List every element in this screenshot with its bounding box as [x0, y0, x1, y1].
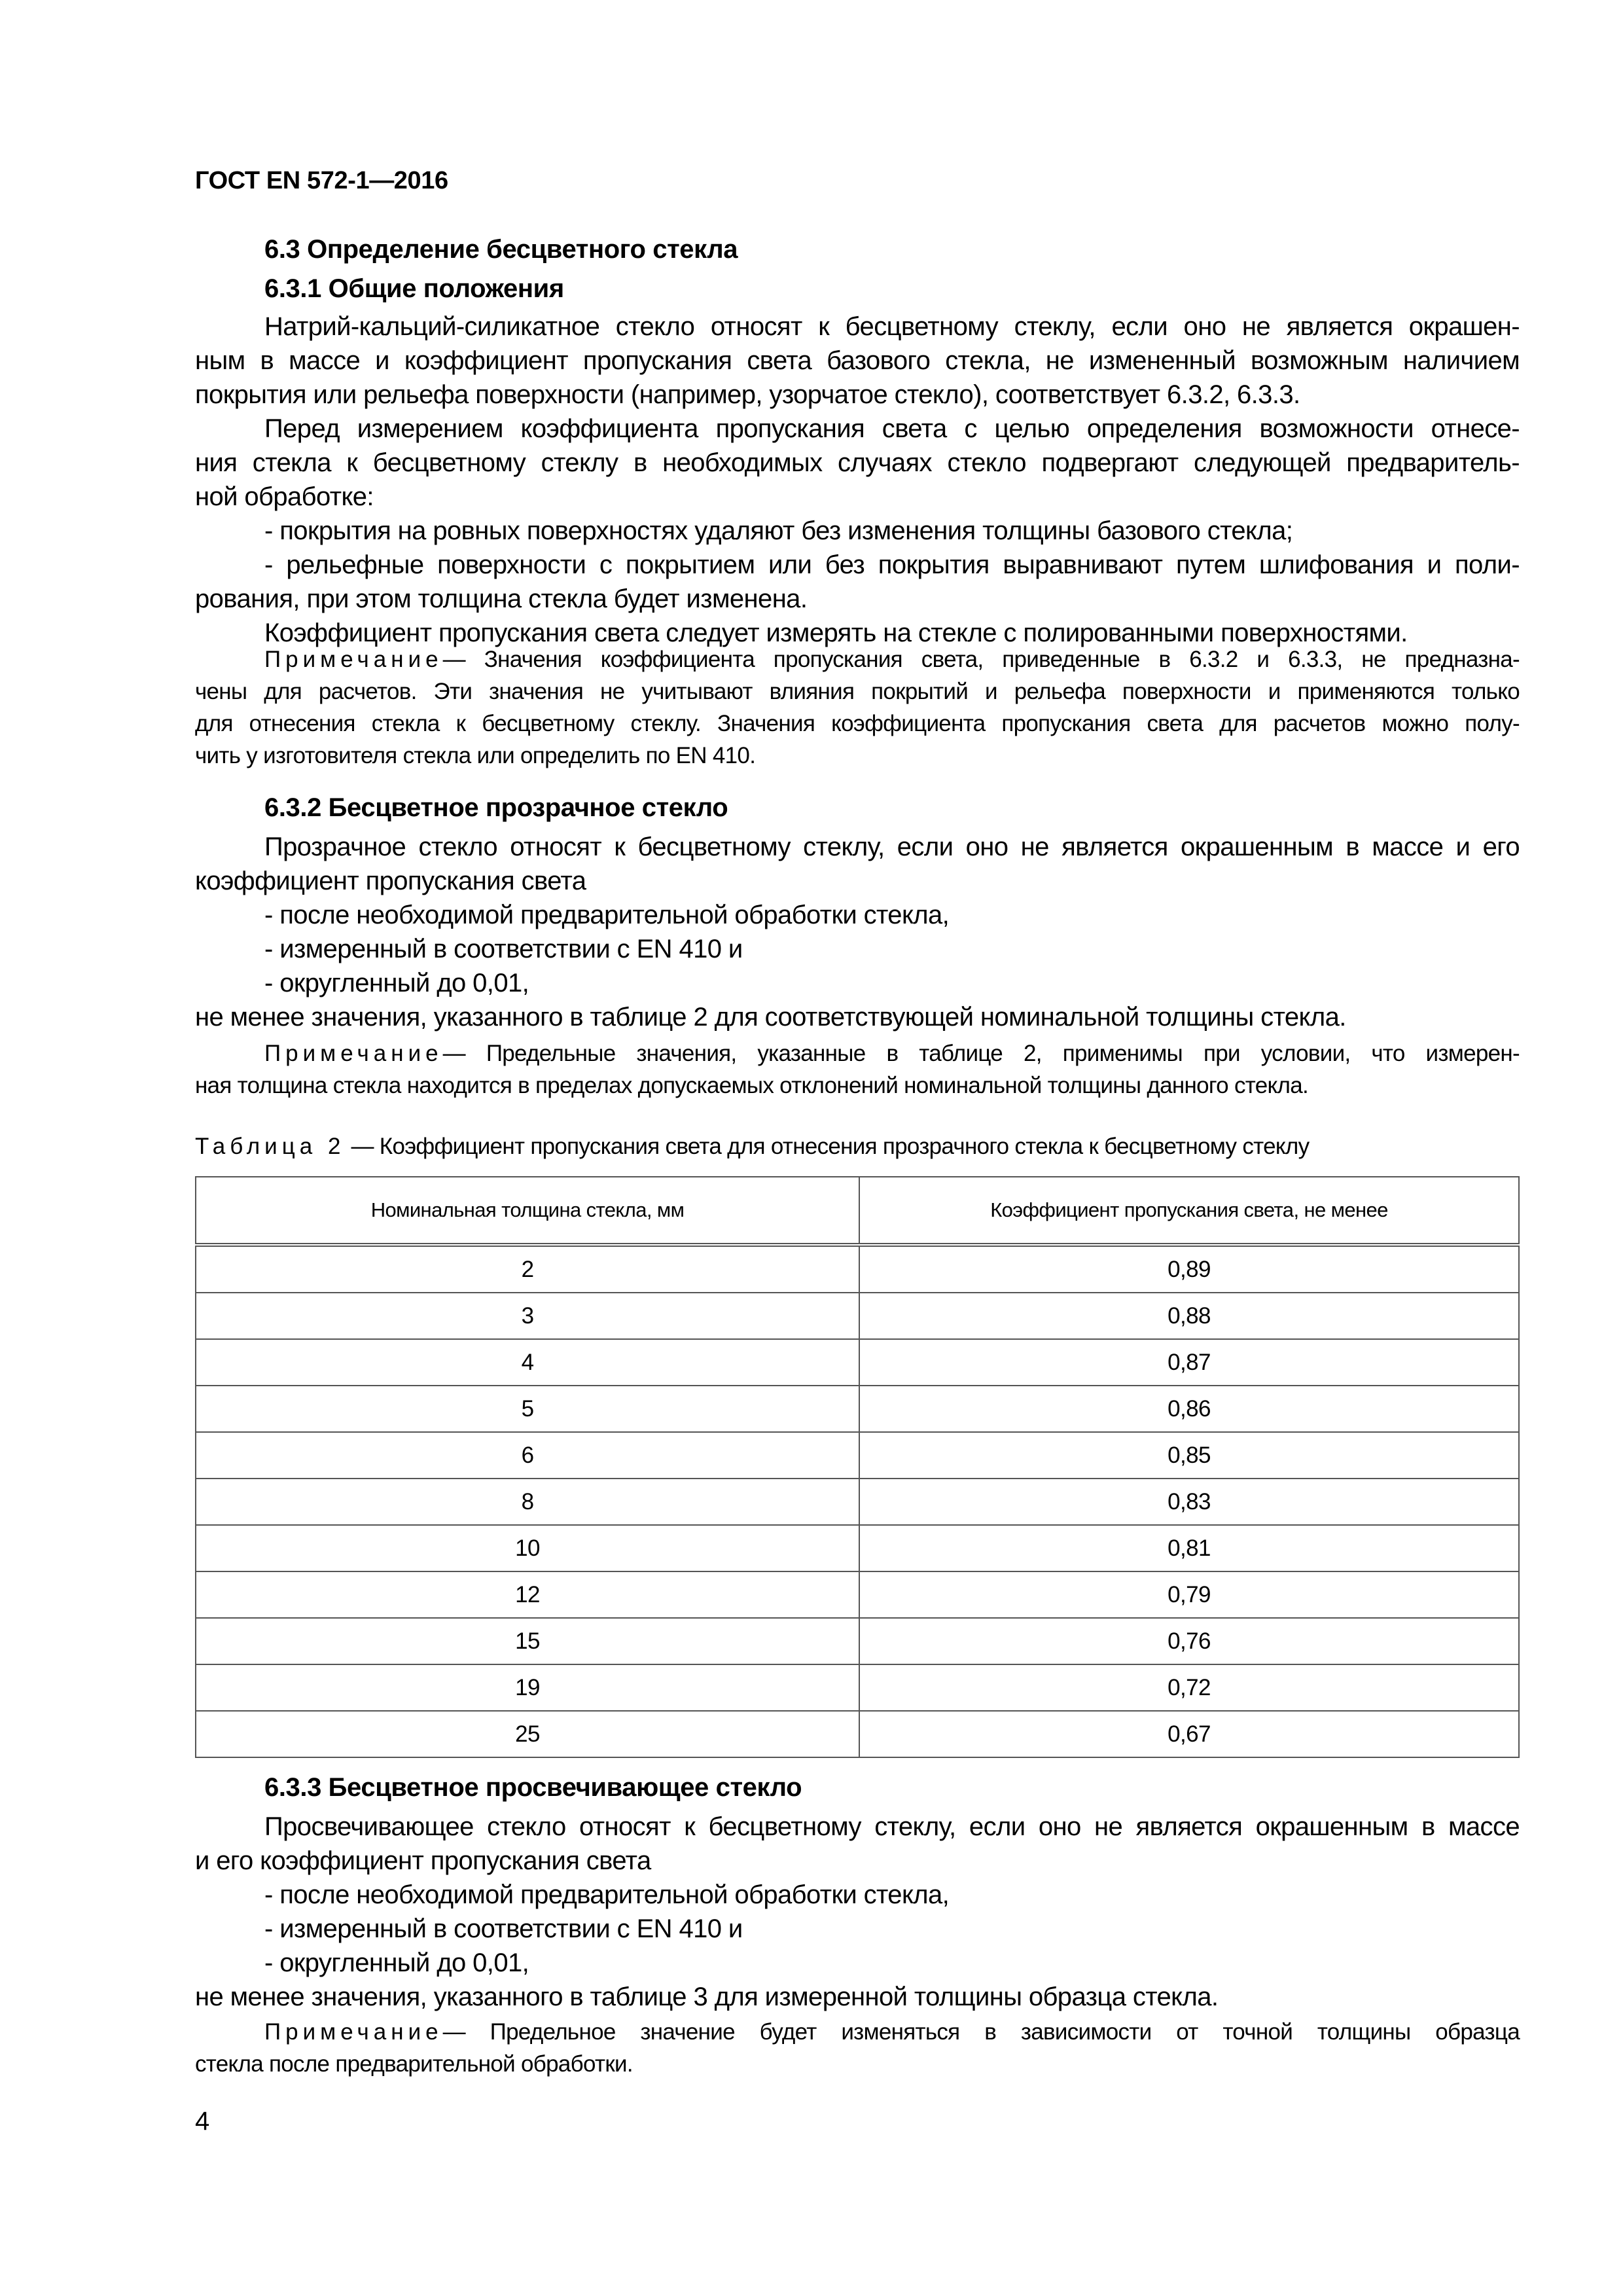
- note-text: — Предельное значение будет изменяться в зависимости от точной толщины образца: [442, 2019, 1520, 2045]
- table-row: [196, 1618, 1519, 1664]
- table-caption-label: Таблица 2: [195, 1134, 346, 1159]
- note-2: [195, 1037, 1520, 1102]
- table-row: [196, 1432, 1519, 1479]
- thickness-cell: 3: [196, 1293, 859, 1339]
- note-text: ная толщина стекла находится в пределах допускаемых отклонений номинальной толщины данного стекла.: [195, 1073, 1308, 1098]
- section-6-3-3-title: 6.3.3 Бесцветное просвечивающее стекло: [264, 1773, 802, 1802]
- note-text: чить у изготовителя стекла или определить по EN 410.: [195, 743, 756, 768]
- table-row: [196, 1386, 1519, 1432]
- table-row: [196, 1571, 1519, 1618]
- transmittance-cell: 0,72: [859, 1664, 1519, 1711]
- note-label: Примечание: [264, 647, 443, 672]
- thickness-cell: 5: [196, 1386, 859, 1432]
- thickness-cell: 8: [196, 1479, 859, 1525]
- table-row: [196, 1293, 1519, 1339]
- thickness-cell: 4: [196, 1339, 859, 1386]
- table-row: [196, 1664, 1519, 1711]
- table-caption: [195, 1130, 1520, 1162]
- list-item: - измеренный в соответствии с EN 410 и: [264, 1914, 743, 1943]
- list-item: - измеренный в соответствии с EN 410 и: [264, 935, 743, 963]
- note-text: чены для расчетов. Эти значения не учитывают влияния покрытий и рельефа поверхности и применяются только: [195, 679, 1520, 704]
- table-row: [196, 1479, 1519, 1525]
- page-number: 4: [195, 2107, 209, 2136]
- paragraph-line: покрытия или рельефа поверхности (например, узорчатое стекло), соответствует 6.3.2, 6.3.3.: [195, 380, 1300, 409]
- table-row: [196, 1245, 1519, 1293]
- thickness-cell: 25: [196, 1711, 859, 1757]
- transmittance-cell: 0,81: [859, 1525, 1519, 1571]
- paragraph-line: коэффициент пропускания света: [195, 867, 586, 895]
- paragraph-line: и его коэффициент пропускания света: [195, 1846, 651, 1875]
- note-text: для отнесения стекла к бесцветному стеклу. Значения коэффициента пропускания света для расчетов можно полу-: [195, 711, 1520, 736]
- list-item: - после необходимой предварительной обработки стекла,: [264, 1880, 950, 1909]
- paragraph-line: ной обработке:: [195, 482, 374, 511]
- column-header: Номинальная толщина стекла, мм: [196, 1177, 859, 1245]
- thickness-cell: 12: [196, 1571, 859, 1618]
- transmittance-cell: 0,83: [859, 1479, 1519, 1525]
- paragraph-line: Прозрачное стекло относят к бесцветному стеклу, если оно не является окрашенным в массе и его: [264, 833, 1520, 861]
- transmittance-cell: 0,89: [859, 1245, 1519, 1293]
- transmittance-cell: 0,76: [859, 1618, 1519, 1664]
- table-row: [196, 1525, 1519, 1571]
- note-text: стекла после предварительной обработки.: [195, 2051, 633, 2077]
- table-row: [196, 1339, 1519, 1386]
- note-3: [195, 2016, 1520, 2080]
- transmittance-table: [195, 1176, 1520, 1758]
- paragraph-line: ным в массе и коэффициент пропускания света базового стекла, не измененный возможным наличием: [195, 346, 1520, 375]
- thickness-cell: 15: [196, 1618, 859, 1664]
- transmittance-cell: 0,86: [859, 1386, 1519, 1432]
- document-header: ГОСТ EN 572-1—2016: [195, 167, 448, 194]
- transmittance-cell: 0,85: [859, 1432, 1519, 1479]
- section-6-3-1-title: 6.3.1 Общие положения: [264, 274, 564, 303]
- note-1: [195, 643, 1520, 772]
- table-row: [196, 1711, 1519, 1757]
- table-caption-text: — Коэффициент пропускания света для отнесения прозрачного стекла к бесцветному стеклу: [345, 1134, 1310, 1159]
- paragraph-line: не менее значения, указанного в таблице 2 для соответствующей номинальной толщины стекла.: [195, 1003, 1346, 1031]
- list-item: - после необходимой предварительной обработки стекла,: [264, 901, 950, 929]
- list-item: рования, при этом толщина стекла будет изменена.: [195, 584, 808, 613]
- note-label: Примечание: [264, 2019, 443, 2045]
- thickness-cell: 6: [196, 1432, 859, 1479]
- transmittance-cell: 0,87: [859, 1339, 1519, 1386]
- paragraph-line: Коэффициент пропускания света следует измерять на стекле с полированными поверхностями.: [264, 619, 1408, 647]
- note-label: Примечание: [264, 1041, 443, 1066]
- section-6-3-title: 6.3 Определение бесцветного стекла: [264, 235, 738, 264]
- transmittance-cell: 0,88: [859, 1293, 1519, 1339]
- list-item: - округленный до 0,01,: [264, 1948, 529, 1977]
- paragraph-line: Натрий-кальций-силикатное стекло относят к бесцветному стеклу, если оно не является окрашен-: [264, 312, 1520, 341]
- list-item: - рельефные поверхности с покрытием или без покрытия выравнивают путем шлифования и поли-: [264, 550, 1520, 579]
- note-text: — Предельные значения, указанные в таблице 2, применимы при условии, что измерен-: [442, 1041, 1520, 1066]
- note-text: — Значения коэффициента пропускания света, приведенные в 6.3.2 и 6.3.3, не предназна-: [442, 647, 1520, 672]
- list-item: - округленный до 0,01,: [264, 969, 529, 997]
- thickness-cell: 2: [196, 1245, 859, 1293]
- paragraph-line: не менее значения, указанного в таблице 3 для измеренной толщины образца стекла.: [195, 1982, 1219, 2011]
- paragraph-line: ния стекла к бесцветному стеклу в необходимых случаях стекло подвергают следующей предваритель-: [195, 448, 1520, 477]
- paragraph-line: Просвечивающее стекло относят к бесцветному стеклу, если оно не является окрашенным в массе: [264, 1812, 1520, 1841]
- thickness-cell: 19: [196, 1664, 859, 1711]
- paragraph-line: Перед измерением коэффициента пропускания света с целью определения возможности отнесе-: [264, 414, 1520, 443]
- transmittance-cell: 0,79: [859, 1571, 1519, 1618]
- list-item: - покрытия на ровных поверхностях удаляют без изменения толщины базового стекла;: [264, 516, 1293, 545]
- thickness-cell: 10: [196, 1525, 859, 1571]
- column-header: Коэффициент пропускания света, не менее: [859, 1177, 1519, 1245]
- section-6-3-2-title: 6.3.2 Бесцветное прозрачное стекло: [264, 793, 728, 822]
- transmittance-cell: 0,67: [859, 1711, 1519, 1757]
